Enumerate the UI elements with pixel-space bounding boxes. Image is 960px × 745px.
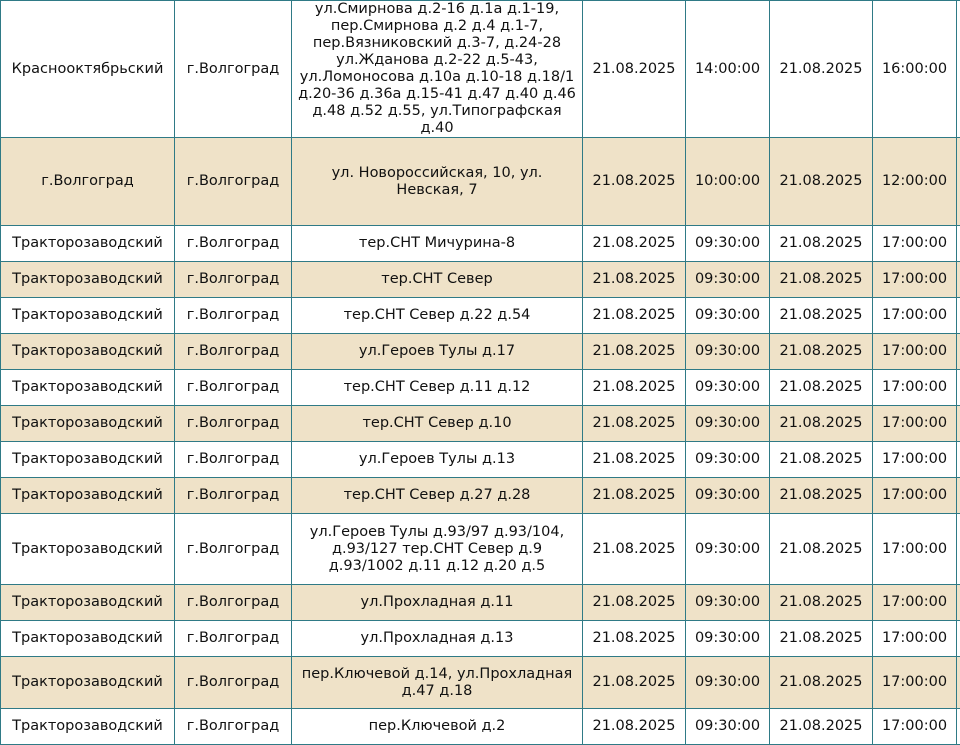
end-date-cell: 21.08.2025: [770, 1, 873, 138]
address-cell: ул.Героев Тулы д.13: [292, 442, 583, 478]
city-cell: г.Волгоград: [175, 262, 292, 298]
trailing-cell: [957, 138, 960, 226]
start-date-cell: 21.08.2025: [583, 514, 686, 585]
trailing-cell: [957, 442, 960, 478]
district-cell: Тракторозаводский: [1, 226, 175, 262]
end-date-cell: 21.08.2025: [770, 370, 873, 406]
city-cell: г.Волгоград: [175, 478, 292, 514]
address-cell: ул. Новороссийская, 10, ул. Невская, 7: [292, 138, 583, 226]
end-date-cell: 21.08.2025: [770, 334, 873, 370]
trailing-cell: [957, 298, 960, 334]
address-cell: ул.Прохладная д.11: [292, 585, 583, 621]
end-time-cell: 17:00:00: [873, 709, 957, 745]
trailing-cell: [957, 370, 960, 406]
district-cell: Краснооктябрьский: [1, 1, 175, 138]
start-date-cell: 21.08.2025: [583, 226, 686, 262]
district-cell: Тракторозаводский: [1, 621, 175, 657]
address-cell: ул.Героев Тулы д.93/97 д.93/104, д.93/127 тер.СНТ Север д.9 д.93/1002 д.11 д.12 д.20 д.5: [292, 514, 583, 585]
start-time-cell: 09:30:00: [686, 478, 770, 514]
table-row: [1, 406, 960, 442]
trailing-cell: [957, 226, 960, 262]
address-cell: тер.СНТ Север д.11 д.12: [292, 370, 583, 406]
start-time-cell: 09:30:00: [686, 657, 770, 709]
start-date-cell: 21.08.2025: [583, 709, 686, 745]
start-time-cell: 14:00:00: [686, 1, 770, 138]
end-date-cell: 21.08.2025: [770, 442, 873, 478]
table-row: [1, 585, 960, 621]
city-cell: г.Волгоград: [175, 334, 292, 370]
trailing-cell: [957, 478, 960, 514]
table-row: [1, 334, 960, 370]
district-cell: г.Волгоград: [1, 138, 175, 226]
address-cell: ул.Смирнова д.2-16 д.1а д.1-19, пер.Смирнова д.2 д.4 д.1-7, пер.Вязниковский д.3-7, д.24-28 ул.Жданова д.2-22 д.5-43, ул.Ломоносова д.10а д.10-18 д.18/1 д.20-36 д.36а д.15-41 д.47 д.40 д.46 д.48 д.52 д.55, ул.Типографская д.40: [292, 1, 583, 138]
start-time-cell: 09:30:00: [686, 709, 770, 745]
city-cell: г.Волгоград: [175, 370, 292, 406]
end-date-cell: 21.08.2025: [770, 406, 873, 442]
start-date-cell: 21.08.2025: [583, 370, 686, 406]
start-date-cell: 21.08.2025: [583, 1, 686, 138]
end-time-cell: 17:00:00: [873, 226, 957, 262]
end-date-cell: 21.08.2025: [770, 585, 873, 621]
district-cell: Тракторозаводский: [1, 657, 175, 709]
district-cell: Тракторозаводский: [1, 370, 175, 406]
address-cell: тер.СНТ Север: [292, 262, 583, 298]
start-time-cell: 09:30:00: [686, 514, 770, 585]
district-cell: Тракторозаводский: [1, 262, 175, 298]
table-row: [1, 262, 960, 298]
city-cell: г.Волгоград: [175, 621, 292, 657]
trailing-cell: [957, 334, 960, 370]
city-cell: г.Волгоград: [175, 226, 292, 262]
end-time-cell: 17:00:00: [873, 478, 957, 514]
trailing-cell: [957, 585, 960, 621]
address-cell: ул.Героев Тулы д.17: [292, 334, 583, 370]
city-cell: г.Волгоград: [175, 298, 292, 334]
trailing-cell: [957, 262, 960, 298]
start-time-cell: 09:30:00: [686, 226, 770, 262]
city-cell: г.Волгоград: [175, 442, 292, 478]
table-row: [1, 138, 960, 226]
end-time-cell: 17:00:00: [873, 334, 957, 370]
table-row: [1, 621, 960, 657]
start-date-cell: 21.08.2025: [583, 585, 686, 621]
trailing-cell: [957, 621, 960, 657]
table-row: [1, 226, 960, 262]
end-date-cell: 21.08.2025: [770, 514, 873, 585]
end-time-cell: 17:00:00: [873, 585, 957, 621]
start-time-cell: 09:30:00: [686, 334, 770, 370]
district-cell: Тракторозаводский: [1, 298, 175, 334]
end-date-cell: 21.08.2025: [770, 709, 873, 745]
start-date-cell: 21.08.2025: [583, 621, 686, 657]
start-time-cell: 09:30:00: [686, 585, 770, 621]
end-date-cell: 21.08.2025: [770, 138, 873, 226]
end-time-cell: 17:00:00: [873, 298, 957, 334]
district-cell: Тракторозаводский: [1, 514, 175, 585]
city-cell: г.Волгоград: [175, 406, 292, 442]
trailing-cell: [957, 1, 960, 138]
city-cell: г.Волгоград: [175, 1, 292, 138]
end-time-cell: 17:00:00: [873, 370, 957, 406]
table-row: [1, 478, 960, 514]
start-date-cell: 21.08.2025: [583, 262, 686, 298]
start-date-cell: 21.08.2025: [583, 334, 686, 370]
end-time-cell: 17:00:00: [873, 262, 957, 298]
start-time-cell: 09:30:00: [686, 621, 770, 657]
end-time-cell: 16:00:00: [873, 1, 957, 138]
start-time-cell: 09:30:00: [686, 370, 770, 406]
address-cell: пер.Ключевой д.14, ул.Прохладная д.47 д.18: [292, 657, 583, 709]
start-time-cell: 09:30:00: [686, 442, 770, 478]
start-date-cell: 21.08.2025: [583, 138, 686, 226]
city-cell: г.Волгоград: [175, 138, 292, 226]
end-date-cell: 21.08.2025: [770, 478, 873, 514]
trailing-cell: [957, 406, 960, 442]
trailing-cell: [957, 709, 960, 745]
district-cell: Тракторозаводский: [1, 585, 175, 621]
district-cell: Тракторозаводский: [1, 442, 175, 478]
district-cell: Тракторозаводский: [1, 478, 175, 514]
city-cell: г.Волгоград: [175, 709, 292, 745]
end-date-cell: 21.08.2025: [770, 298, 873, 334]
end-time-cell: 12:00:00: [873, 138, 957, 226]
end-date-cell: 21.08.2025: [770, 262, 873, 298]
start-date-cell: 21.08.2025: [583, 657, 686, 709]
table-row: [1, 1, 960, 138]
end-time-cell: 17:00:00: [873, 514, 957, 585]
end-time-cell: 17:00:00: [873, 621, 957, 657]
end-time-cell: 17:00:00: [873, 657, 957, 709]
trailing-cell: [957, 514, 960, 585]
address-cell: пер.Ключевой д.2: [292, 709, 583, 745]
address-cell: тер.СНТ Север д.10: [292, 406, 583, 442]
city-cell: г.Волгоград: [175, 657, 292, 709]
district-cell: Тракторозаводский: [1, 406, 175, 442]
end-date-cell: 21.08.2025: [770, 226, 873, 262]
start-time-cell: 09:30:00: [686, 262, 770, 298]
start-date-cell: 21.08.2025: [583, 406, 686, 442]
address-cell: тер.СНТ Мичурина-8: [292, 226, 583, 262]
end-date-cell: 21.08.2025: [770, 621, 873, 657]
table-row: [1, 370, 960, 406]
start-date-cell: 21.08.2025: [583, 478, 686, 514]
start-time-cell: 10:00:00: [686, 138, 770, 226]
address-cell: ул.Прохладная д.13: [292, 621, 583, 657]
trailing-cell: [957, 657, 960, 709]
address-cell: тер.СНТ Север д.27 д.28: [292, 478, 583, 514]
city-cell: г.Волгоград: [175, 514, 292, 585]
table-row: [1, 709, 960, 745]
city-cell: г.Волгоград: [175, 585, 292, 621]
end-time-cell: 17:00:00: [873, 406, 957, 442]
district-cell: Тракторозаводский: [1, 334, 175, 370]
table-row: [1, 657, 960, 709]
start-time-cell: 09:30:00: [686, 298, 770, 334]
address-cell: тер.СНТ Север д.22 д.54: [292, 298, 583, 334]
table-row: [1, 442, 960, 478]
start-time-cell: 09:30:00: [686, 406, 770, 442]
district-cell: Тракторозаводский: [1, 709, 175, 745]
table-row: [1, 514, 960, 585]
table-row: [1, 298, 960, 334]
end-time-cell: 17:00:00: [873, 442, 957, 478]
end-date-cell: 21.08.2025: [770, 657, 873, 709]
start-date-cell: 21.08.2025: [583, 298, 686, 334]
start-date-cell: 21.08.2025: [583, 442, 686, 478]
